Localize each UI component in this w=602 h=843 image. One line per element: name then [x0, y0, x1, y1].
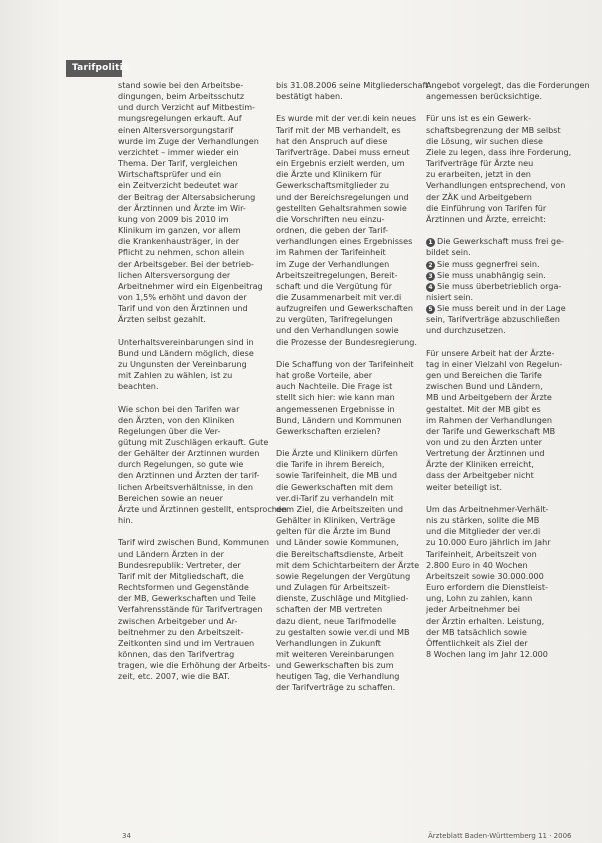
text-line: Tarif mit der MB verhandelt, es [276, 124, 401, 135]
text-line: zu erarbeiten, jetzt in den [426, 169, 531, 180]
text-line: 8 Wochen lang im Jahr 12.000 [426, 648, 548, 659]
text-line: die Ärzte und Klinikern für [276, 169, 382, 180]
text-line: Gehälter in Kliniken, Verträge [276, 515, 396, 526]
text-line: Bund und Ländern möglich, diese [118, 347, 254, 358]
text-line [118, 526, 266, 537]
text-line: Bundesrepublik: Vertreter, der [118, 559, 241, 570]
text-line: im Zuge der Verhandlungen [276, 258, 390, 269]
text-line: dingungen, beim Arbeitsschutz [118, 91, 245, 102]
text-line: der Tarifverträge zu schaffen. [276, 682, 396, 693]
text-line: Die Schaffung von der Tarifeinheit [276, 358, 414, 369]
text-line: schaftsbegrenzung der MB selbst [426, 124, 561, 135]
text-line: angemessenen Ergebnisse in [276, 403, 395, 414]
text-line: der Ärztin erhalten. Leistung, [426, 615, 545, 626]
text-line: zwischen Bund und Ländern, [426, 381, 543, 392]
text-line: Tarif wird zwischen Bund, Kommunen [118, 537, 270, 548]
text-line: Wirtschaftsprüfer und ein [118, 169, 222, 180]
text-line: Ziele zu legen, dass ihre Forderung, [426, 146, 572, 157]
text-line: dass der Arbeitgeber nicht [426, 470, 534, 481]
text-line: Bund, Ländern und Kommunen [276, 414, 402, 425]
text-line: den Ärzten, von den Kliniken [118, 414, 235, 425]
text-line [118, 325, 266, 336]
text-line: beachten. [118, 381, 159, 392]
text-line: 2 Sie muss gegnerfrei sein. [426, 259, 576, 270]
text-line: und durchzusetzen. [426, 325, 506, 336]
text-line: Öffentlichkeit als Ziel der [426, 637, 528, 648]
text-line: und Länder sowie Kommunen, [276, 537, 399, 548]
text-line: die Bereitschaftsdienste, Arbeit [276, 548, 404, 559]
text-line: MB und Arbeitgebern der Ärzte [426, 392, 552, 403]
text-line: dem Ziel, die Arbeitszeiten und [276, 503, 404, 514]
text-line: der MB tatsächlich sowie [426, 626, 527, 637]
text-line: beitnehmer zu den Arbeitszeit- [118, 626, 244, 637]
text-line: zeit, etc. 2007, wie die BAT. [118, 671, 230, 682]
numbered-bullet-icon: 2 [426, 261, 435, 270]
text-line: Tarif und von den Ärztinnen und [118, 303, 248, 314]
text-line [276, 437, 424, 448]
text-column-1 [118, 80, 288, 818]
text-line: die Tarife in ihrem Bereich, [276, 459, 385, 470]
text-line: Unterhaltsvereinbarungen sind in [118, 336, 254, 347]
text-line: Bereichen sowie an neuer [118, 492, 223, 503]
text-line: aufzugreifen und Gewerkschaften [276, 303, 413, 314]
text-line: im Rahmen der Tarifeinheit [276, 247, 386, 258]
text-line [276, 102, 424, 113]
text-line [276, 348, 424, 359]
text-line: Wie schon bei den Tarifen war [118, 403, 240, 414]
text-line: einen Altersversorgungstarif [118, 124, 234, 135]
text-line: ein Ergebnis erzielt werden, um [276, 158, 405, 169]
text-line: Angebot vorgelegt, das die Forderungen [426, 80, 590, 90]
text-line [118, 392, 266, 403]
text-line [426, 225, 576, 236]
text-line: der Arbeitsgeber. Bei der betrieb- [118, 258, 254, 269]
text-line: stand sowie bei den Arbeitsbe- [118, 80, 244, 90]
numbered-bullet-icon: 3 [426, 272, 435, 281]
text-line: 3 Sie muss unabhängig sein. [426, 270, 576, 281]
text-line: sowie Tarifeinheit, die MB und [276, 470, 398, 481]
text-line: hin. [118, 515, 134, 526]
text-line: jeder Arbeitnehmer bei [426, 604, 521, 615]
text-line: Euro erfordern die Dienstleist- [426, 582, 548, 593]
text-line: zu Ungunsten der Vereinbarung [118, 358, 247, 369]
text-line: auch Nachteile. Die Frage ist [276, 381, 393, 392]
text-line: Arbeitszeitregelungen, Bereit- [276, 269, 398, 280]
text-line: zu 10.000 Euro jährlich im Jahr [426, 537, 551, 548]
text-line: die Prozesse der Bundesregierung. [276, 336, 417, 347]
text-line: durch Regelungen, so gute wie [118, 459, 244, 470]
text-line: können, das den Tarifvertrag [118, 648, 235, 659]
text-line: Gewerkschaften erzielen? [276, 425, 381, 436]
text-line: 4 Sie muss überbetrieblich orga- [426, 281, 576, 292]
text-line: Verhandlungen in Zukunft [276, 637, 381, 648]
text-line: Verfahrensstände für Tarifvertragen [118, 604, 263, 615]
text-line [426, 337, 576, 348]
text-column-2 [276, 80, 429, 822]
text-line: Die Ärzte und Klinikern dürfen [276, 448, 398, 459]
text-line: Regelungen über die Ver- [118, 425, 221, 436]
text-line: und Ländern Ärzten in der [118, 548, 224, 559]
text-line: die Lösung, wir suchen diese [426, 135, 543, 146]
text-line: hat den Anspruch auf diese [276, 135, 388, 146]
text-line: Tarifverträge für Ärzte neu [426, 158, 534, 169]
text-line: Arbeitnehmer wird ein Eigenbeitrag [118, 280, 263, 291]
text-line: der Tarife und Gewerkschaft MB [426, 425, 556, 436]
text-line: ordnen, die geben der Tarif- [276, 225, 389, 236]
text-line: von 1,5% erhöht und davon der [118, 291, 247, 302]
text-line: hat große Vorteile, aber [276, 370, 373, 381]
text-line: nisiert sein. [426, 291, 474, 302]
text-line: gelten für die Ärzte im Bund [276, 526, 391, 537]
text-line: gen und Bereichen die Tarife [426, 370, 542, 381]
text-line: der ZÄK und Arbeitgebern [426, 191, 532, 202]
text-line: die Gewerkschaften mit dem [276, 481, 394, 492]
text-line: Tarif mit der Mitgliedschaft, die [118, 570, 244, 581]
text-line: sowie Regelungen der Vergütung [276, 570, 411, 581]
text-line: mungsregelungen erkauft. Auf [118, 113, 242, 124]
text-line: Tarifverträge. Dabei muss erneut [276, 146, 410, 157]
text-line: mit Zahlen zu wählen, ist zu [118, 370, 233, 381]
text-line: Ärzte der Kliniken erreicht, [426, 459, 534, 470]
text-line: Tarifeinheit, Arbeitszeit von [426, 548, 537, 559]
text-line: Ärztinnen und Ärzte, erreicht: [426, 213, 546, 224]
text-line: Arbeitszeit sowie 30.000.000 [426, 570, 544, 581]
text-line: ein Zeitverzicht bedeutet war [118, 180, 238, 191]
text-line: den Arztinnen und Ärzten der tarif- [118, 470, 260, 481]
text-line: mit dem Schichtarbeitern der Ärzte [276, 559, 420, 570]
text-line: 2.800 Euro in 40 Wochen [426, 559, 528, 570]
text-line: Zeitkonten sind und im Vertrauen [118, 637, 255, 648]
text-line: der Beitrag der Altersabsicherung [118, 191, 256, 202]
text-line: die Krankenhausträger, in der [118, 236, 240, 247]
text-line: und der Bereichsregelungen und [276, 191, 409, 202]
text-line: zwischen Arbeitgeber und Ar- [118, 615, 238, 626]
text-line: gestaltet. Mit der MB gibt es [426, 403, 541, 414]
text-line: tragen, wie die Erhöhung der Arbeits- [118, 660, 271, 671]
text-line: schaft und die Vergütung für [276, 280, 392, 291]
text-line: heutigen Tag, die Verhandlung [276, 671, 400, 682]
text-line: Verhandlungen entsprechend, von [426, 180, 566, 191]
text-line: ung, Lohn zu zahlen, kann [426, 593, 533, 604]
text-line: nis zu stärken, sollte die MB [426, 515, 540, 526]
text-line: der MB, Gewerkschaften und Teile [118, 593, 256, 604]
text-line: und durch Verzicht auf Mitbestim- [118, 102, 256, 113]
text-line: von und zu den Ärzten unter [426, 437, 542, 447]
text-line: Vertretung der Ärztinnen und [426, 448, 545, 459]
text-line: Rechtsformen und Gegenstände [118, 582, 249, 593]
text-line: und Gewerkschaften bis zum [276, 660, 394, 671]
text-line: zu vergüten, Tarifregelungen [276, 314, 393, 325]
text-line: gütung mit Zuschlägen erkauft. Gute [118, 437, 269, 447]
text-line: weiter beteiligt ist. [426, 481, 503, 492]
text-line: bestätigt haben. [276, 91, 343, 102]
text-line: Es wurde mit der ver.di kein neues [276, 113, 417, 124]
text-line: zu gestalten sowie ver.di und MB [276, 626, 410, 637]
numbered-bullet-icon: 5 [426, 305, 435, 314]
text-line: 1 Die Gewerkschaft muss frei ge- [426, 236, 576, 247]
text-line: die Zusammenarbeit mit ver.di [276, 291, 402, 302]
text-line: Gewerkschaftsmitglieder zu [276, 180, 390, 191]
text-line: Ärzten selbst gezahlt. [118, 314, 206, 325]
text-line: ver.di-Tarif zu verhandeln mit [276, 492, 394, 503]
numbered-bullet-icon: 4 [426, 283, 435, 292]
page-number: 34 [122, 832, 131, 840]
section-label: Tarifpolitik [66, 60, 122, 77]
text-line: mit weiteren Vereinbarungen [276, 648, 395, 659]
text-line: bis 31.08.2006 seine Mitgliederschaft [276, 80, 429, 90]
text-line: tag in einer Vielzahl von Regelun- [426, 358, 563, 369]
text-line: Um das Arbeitnehmer-Verhält- [426, 503, 549, 514]
text-line: und die Mitglieder der ver.di [426, 526, 541, 537]
text-line: verhandlungen eines Ergebnisses [276, 236, 413, 247]
text-line: dazu dient, neue Tarifmodelle [276, 615, 397, 626]
text-line: stellt sich hier: wie kann man [276, 392, 395, 403]
text-line: angemessen berücksichtige. [426, 91, 543, 102]
text-line: sein, Tarifverträge abzuschließen [426, 314, 560, 325]
text-line [426, 493, 576, 504]
text-line: und Zulagen für Arbeitszeit- [276, 582, 390, 593]
text-line: der Gehälter der Arztinnen wurden [118, 448, 260, 459]
text-line: Für uns ist es ein Gewerk- [426, 113, 531, 124]
text-line: lichen Altersversorgung der [118, 269, 231, 280]
text-column-3 [426, 80, 590, 822]
text-line: gestellten Gehaltsrahmen sowie [276, 202, 407, 213]
text-line [426, 102, 576, 113]
text-line: 5 Sie muss bereit und in der Lage [426, 303, 576, 314]
text-line: lichen Arbeitsverhältnisse, in den [118, 481, 253, 492]
numbered-bullet-icon: 1 [426, 238, 435, 247]
text-line: schaften der MB vertreten [276, 604, 383, 615]
text-line: bildet sein. [426, 247, 471, 258]
text-line: und den Verhandlungen sowie [276, 325, 399, 336]
journal-citation: Ärzteblatt Baden-Württemberg 11 · 2006 [428, 832, 572, 840]
text-line: die Vorschriften neu einzu- [276, 213, 385, 224]
text-line: verzichtet – immer wieder ein [118, 146, 239, 157]
text-line: Thema. Der Tarif, vergleichen [118, 158, 238, 169]
text-line: wurde im Zuge der Verhandlungen [118, 135, 259, 146]
text-line: Pflicht zu nehmen, schon allein [118, 247, 245, 258]
text-line: Klinikum im ganzen, vor allem [118, 225, 241, 236]
text-line: der Ärztinnen und Ärzte im Wir- [118, 202, 246, 213]
text-line: Für unsere Arbeit hat der Ärzte- [426, 347, 555, 358]
text-line: im Rahmen der Verhandlungen [426, 414, 553, 425]
text-line: dienste, Zuschläge und Mitglied- [276, 593, 409, 604]
text-line: Ärzte und Ärztinnen gestellt, entsprochen [118, 503, 288, 514]
text-line: kung von 2009 bis 2010 im [118, 213, 229, 224]
text-line: die Einführung von Tarifen für [426, 202, 547, 213]
